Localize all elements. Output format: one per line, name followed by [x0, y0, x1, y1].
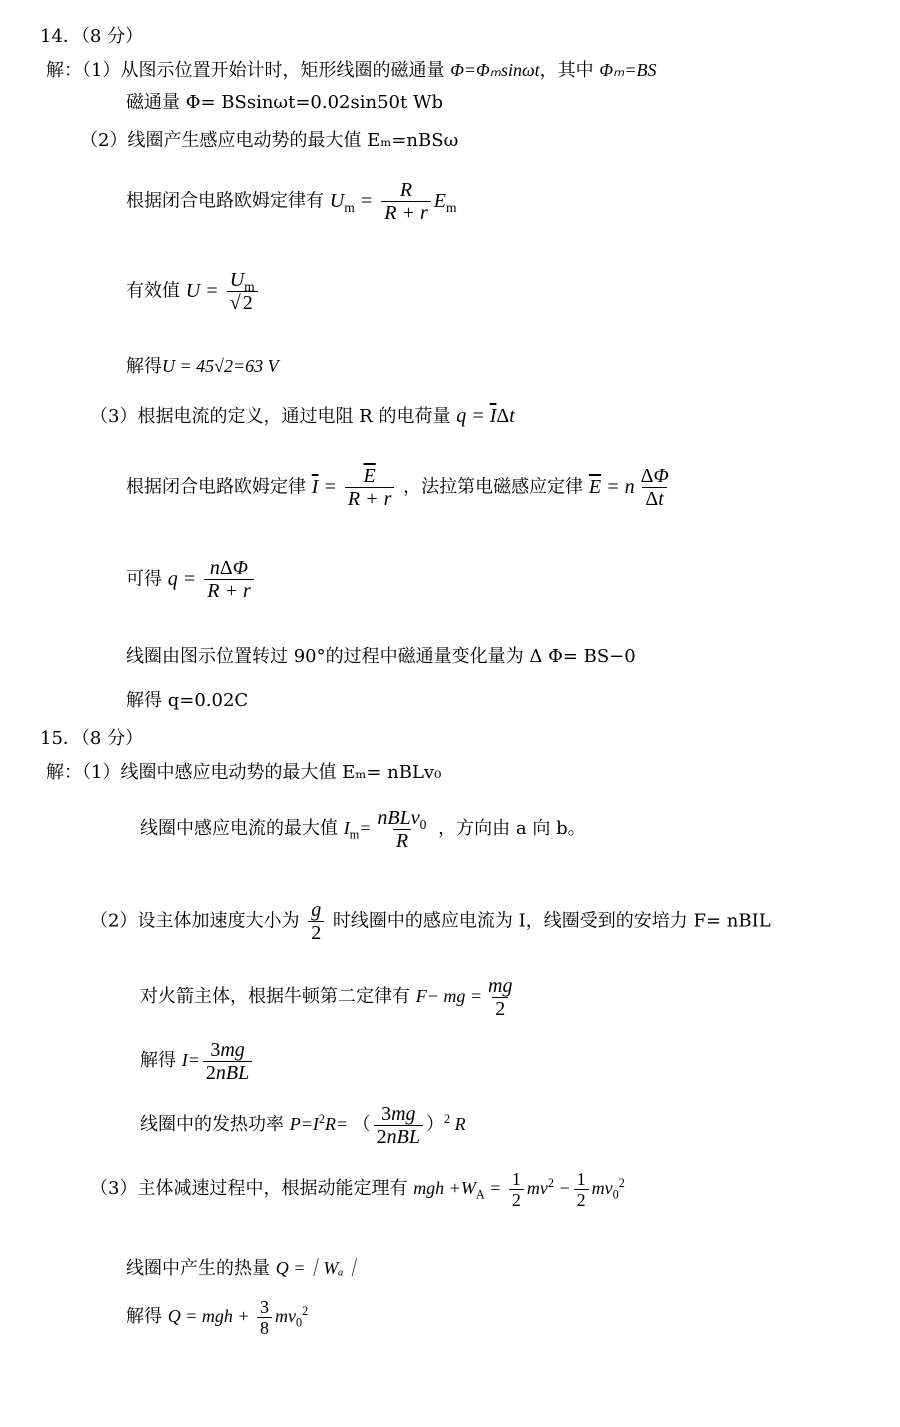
q14-effective-formula: U = $\frac{U_m}{√ 2}$	[186, 280, 261, 302]
q14-ohm2-text: 根据闭合电路欧姆定律	[126, 476, 306, 498]
q15-energy-formula: mgh $+W_A$ = $\frac{1}{2}$ $mv^2$ − $\frac{1}{2}$ $mv_0^2$	[413, 1169, 625, 1210]
q15-answer-line	[126, 1298, 308, 1338]
q14-solve-u-line	[126, 356, 279, 378]
q14-ohm-formula: $U_m$ = $\frac{R}{R + r}$ $E_m$	[329, 179, 457, 224]
q14-ohm-faraday-line	[126, 466, 675, 510]
q15-power-text: 线圈中的发热功率	[140, 1114, 284, 1136]
q14-avg-emf: $\overline{E} = n$ $\frac{\Delta\Phi}{\Delta t}$	[588, 465, 669, 510]
q15-part3-text: （3）主体减速过程中，根据动能定理有	[90, 1178, 408, 1200]
q14-effective-text: 有效值	[126, 280, 180, 302]
q15-current-text: 线圈中感应电流的最大值	[140, 818, 338, 840]
q14-flux-change-line: 线圈由图示位置转过 90°的过程中磁通量变化量为 Δ Φ= BS−0	[126, 646, 636, 667]
q14-where: ，其中	[539, 60, 594, 81]
q15-solve-i-text: 解得	[140, 1050, 176, 1072]
q14-answer-line: 解得 q=0.02C	[126, 690, 249, 711]
q14-avg-current: $\overline{I}$ = $\frac{\overline{E}}{R + r}$	[312, 476, 398, 498]
q14-effective-line	[126, 270, 261, 314]
q15-half-g: $\frac{g}{2}$	[305, 910, 327, 932]
q14-result-formula: q = $\frac{\text{nΔΦ}}{R + r}$	[168, 568, 257, 590]
q14-solve-u-text: 解得	[126, 356, 162, 377]
q14-faraday-text: ，法拉第电磁感应定律	[403, 476, 584, 498]
q14-ohm-text: 根据闭合电路欧姆定律有	[126, 190, 324, 212]
q15-newton-formula: F− mg = $\frac{mg}{2}$	[415, 975, 513, 1020]
q15-part2-intro: （2）设主体加速度大小为	[90, 910, 300, 932]
q15-heat-line	[126, 1258, 362, 1280]
q14-header: 14．（8 分）	[40, 26, 144, 47]
q14-flux-formula: Φ=Φₘsinωt	[450, 60, 540, 80]
q15-part3-line1	[90, 1170, 625, 1210]
q15-power-formula: $P=I^2R=$ （ $\frac{3mg}{\text{2nBL}}$ ）$^2$ R	[289, 1103, 466, 1148]
q14-part1-label: 解：（1）从图示位置开始计时，矩形线圈的磁通量	[46, 60, 445, 81]
q15-current-line	[140, 808, 586, 852]
q15-part2-line1	[90, 900, 771, 944]
q14-result-line	[126, 558, 257, 602]
q14-part1-line2: 磁通量 Φ= BSsinωt=0.02sin50t Wb	[126, 92, 443, 113]
q15-header: 15．（8 分）	[40, 728, 144, 749]
q14-ohm-line	[126, 180, 457, 224]
q15-part1-line1: 解：（1）线圈中感应电动势的最大值 Eₘ= nBLv₀	[46, 762, 442, 783]
q15-solve-i-formula: I= $\frac{3mg}{\text{2nBL}}$	[182, 1050, 255, 1070]
q15-newton-line	[140, 976, 518, 1020]
q14-part2-line1: （2）线圈产生感应电动势的最大值 Eₘ=nBSω	[80, 130, 459, 151]
q14-part3-line1	[90, 404, 515, 428]
q15-newton-text: 对火箭主体，根据牛顿第二定律有	[140, 986, 410, 1008]
q14-charge-def: $q = \overline{I}\Delta t$	[456, 405, 515, 427]
q15-power-line	[140, 1104, 466, 1148]
q15-solve-i-line	[140, 1040, 255, 1084]
q15-answer-formula: Q = mgh + $\frac{3}{8}$ $mv_0^2$	[167, 1297, 309, 1338]
q14-part3-text: （3）根据电流的定义，通过电阻 R 的电荷量	[90, 406, 451, 427]
q15-answer-text: 解得	[126, 1306, 162, 1328]
q14-phim: Φₘ=BS	[599, 60, 657, 80]
q15-direction: ，方向由 a 向 b。	[438, 818, 586, 840]
q15-part2-intro-rest: 时线圈中的感应电流为 I，线圈受到的安培力 F= nBIL	[332, 910, 771, 932]
q15-current-formula: $I_m=$ $\frac{nBLv_0}{R}$	[343, 807, 427, 852]
q14-result-text: 可得	[126, 568, 162, 590]
q15-heat-text: 线圈中产生的热量	[126, 1258, 270, 1279]
q14-solve-u-result: U = 45√2=63 V	[162, 356, 279, 376]
q15-heat-formula: Q =｜Wₐ｜	[275, 1258, 362, 1278]
q14-part1-line1	[46, 60, 656, 82]
